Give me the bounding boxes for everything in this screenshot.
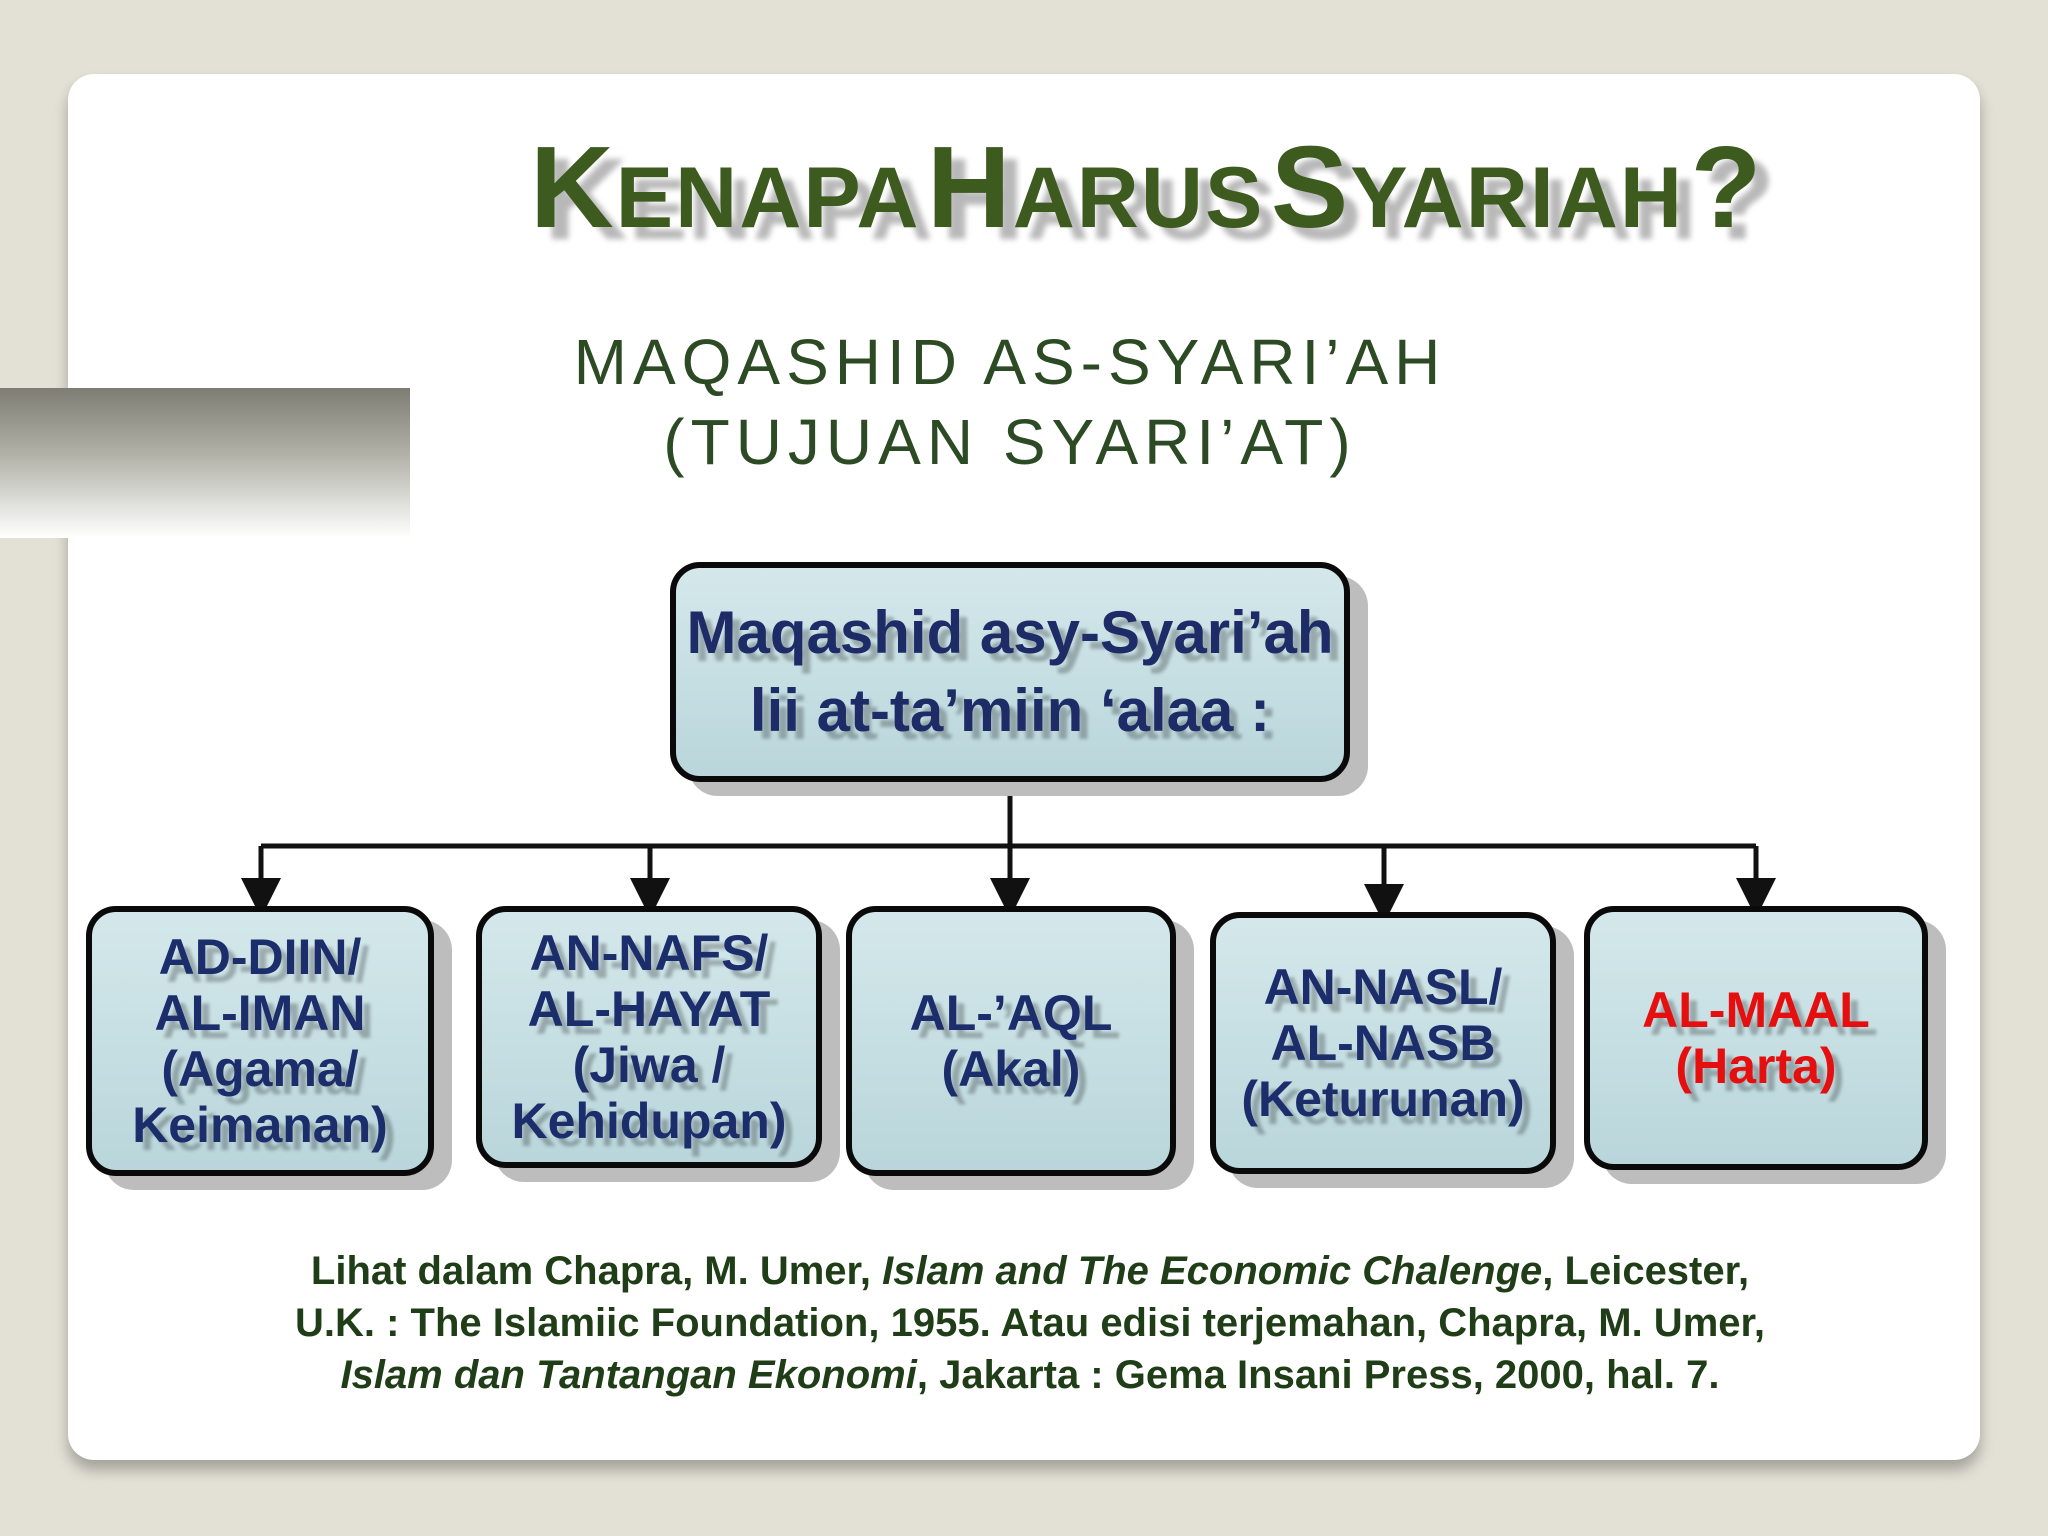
title-question-mark: ?	[1690, 122, 1764, 252]
root-node	[670, 562, 1350, 782]
citation-line-1	[150, 1245, 1910, 1297]
child-4-line-1: AN-NASL/	[1263, 959, 1503, 1015]
citation-line-3	[150, 1349, 1910, 1401]
citation-line-3-b: , Jakarta : Gema Insani Press, 2000, hal. 7.	[916, 1353, 1720, 1397]
child-3-line-1: AL-’AQL	[909, 985, 1113, 1041]
citation-line-1-a: Lihat dalam Chapra, M. Umer,	[310, 1249, 883, 1293]
child-1-line-2: AL-IMAN	[154, 985, 366, 1041]
child-node-an-nafs	[476, 906, 822, 1168]
child-node-al-aql	[846, 906, 1176, 1176]
title-word-harus: ARUS	[1012, 150, 1265, 246]
title-initial-k: K	[530, 122, 616, 252]
title-word-kenapa: ENAPA	[615, 150, 921, 246]
child-5-line-1: AL-MAAL	[1642, 982, 1870, 1038]
child-4-line-3: (Keturunan)	[1241, 1071, 1525, 1127]
child-5-line-2: (Harta)	[1675, 1038, 1837, 1094]
child-3-line-2: (Akal)	[941, 1041, 1081, 1097]
root-line-2: lii at-ta’miin ‘alaa :	[749, 677, 1271, 744]
child-2-line-3: (Jiwa /	[572, 1037, 726, 1093]
child-node-ad-diin	[86, 906, 434, 1176]
citation-book-title-1: Islam and The Economic Chalenge	[882, 1249, 1543, 1293]
child-4-line-2: AL-NASB	[1270, 1015, 1496, 1071]
child-2-line-1: AN-NAFS/	[529, 925, 769, 981]
child-node-al-maal	[1584, 906, 1928, 1170]
child-2-line-4: Kehidupan)	[511, 1093, 787, 1149]
title-initial-h: H	[926, 122, 1013, 252]
child-1-line-3: (Agama/	[161, 1041, 359, 1097]
child-node-an-nasl	[1210, 912, 1556, 1174]
child-1-line-4: Keimanan)	[132, 1097, 388, 1153]
root-line-1: Maqashid asy-Syari’ah	[686, 599, 1334, 666]
subtitle-line-2: (TUJUAN SYARI’AT)	[663, 406, 1357, 478]
citation-line-1-b: , Leicester,	[1542, 1249, 1750, 1293]
subtitle-line-1: MAQASHID AS-SYARI’AH	[573, 326, 1447, 398]
citation-line-2: U.K. : The Islamiic Foundation, 1955. Atau edisi terjemahan, Chapra, M. Umer,	[295, 1301, 1765, 1345]
child-2-line-2: AL-HAYAT	[527, 981, 771, 1037]
citation-book-title-2: Islam dan Tantangan Ekonomi	[340, 1353, 917, 1397]
title-word-syariah: YARIAH	[1350, 150, 1684, 246]
citation-text	[150, 1245, 1910, 1401]
title-initial-s: S	[1270, 122, 1351, 252]
child-1-line-1: AD-DIIN/	[158, 929, 362, 985]
